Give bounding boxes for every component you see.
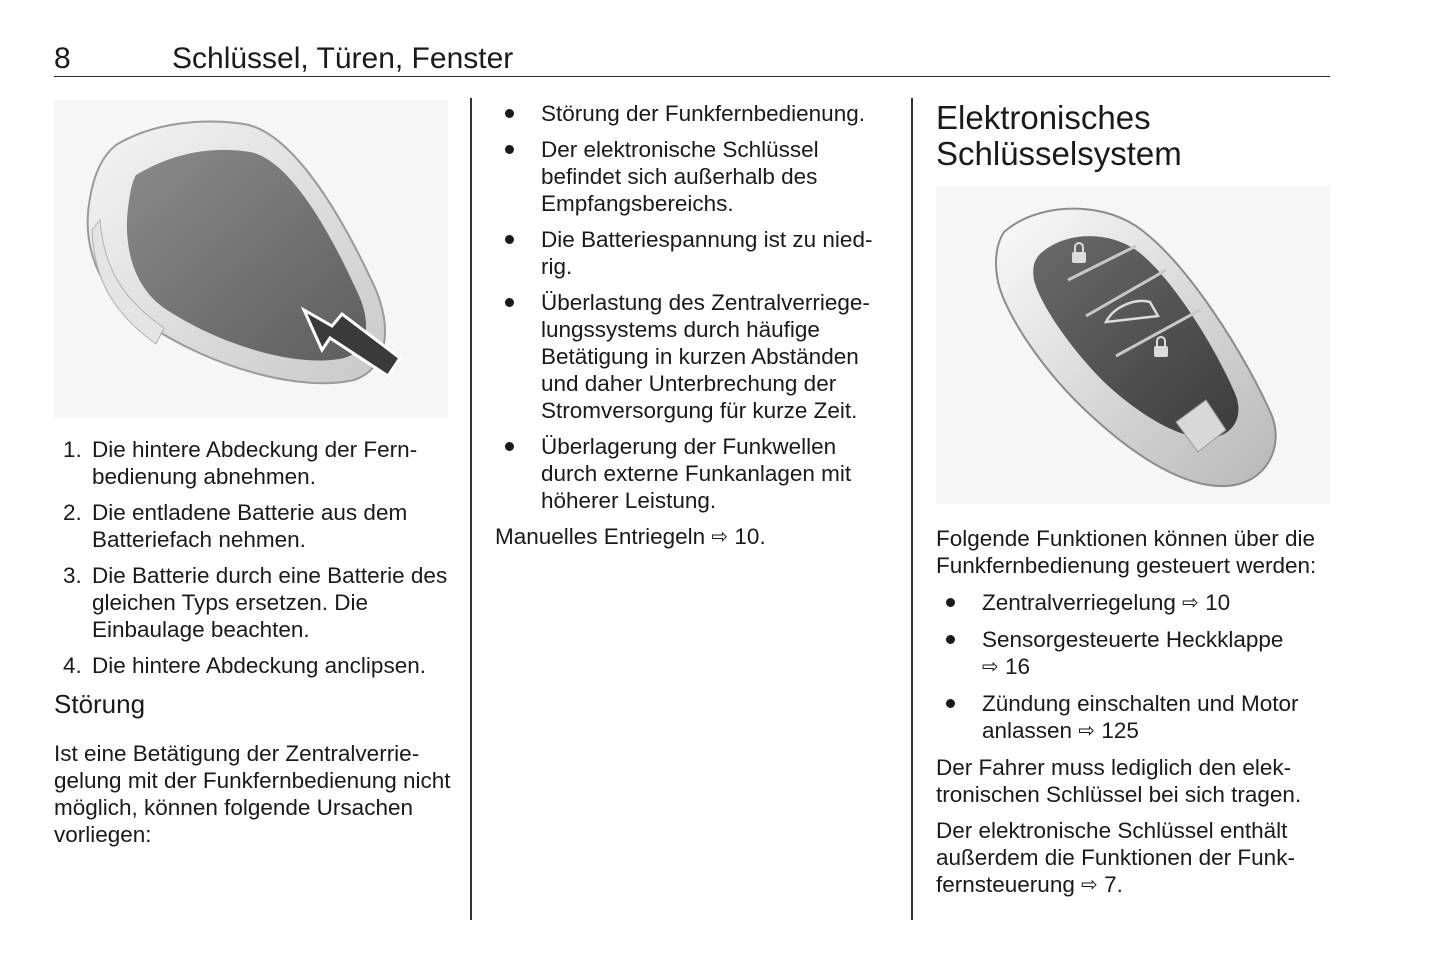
list-item [54,436,454,490]
step-number: 4. [63,653,82,678]
step-text: Die hintere Abdeckung der Fernbedienung abnehmen. [92,437,418,489]
key-fob-icon [936,186,1330,504]
list-item [936,626,1336,681]
right-column [936,100,1331,172]
section-title-line: Schlüsselsystem [936,135,1182,172]
battery-steps-list [54,436,454,679]
remote-key-back-icon [54,100,448,418]
bullet-text: Sensorgesteuerte Heckklappe [982,627,1284,652]
body-paragraph [936,817,1336,899]
bullet-text: Störung der Funkfernbedienung. [541,101,865,126]
key-battery-figure [54,100,448,418]
list-item [936,690,1336,745]
bullet-icon [505,298,514,307]
reference-page[interactable]: 16 [1005,654,1031,679]
bullet-icon [505,442,514,451]
paragraph-text: Der elektronische Schlüssel enthält außerdem die Funktionen der Funkfernsteuerung [936,818,1295,897]
list-item [495,136,895,217]
body-paragraph: Der Fahrer muss lediglich den elektronischen Schlüssel bei sich tragen. [936,755,1302,807]
bullet-icon [505,235,514,244]
bullet-text: Zentralverriegelung [982,590,1176,615]
step-text: Die entladene Batterie aus dem Batteriefach nehmen. [92,500,408,552]
reference-text: Manuelles Entriegeln [495,524,706,549]
bullet-text: Der elektronische Schlüssel befindet sich außerhalb des Empfangsbereichs. [541,137,819,216]
reference-arrow-icon: ⇨ [982,656,999,678]
right-column-body [936,525,1336,899]
bullet-text: Die Batteriespannung ist zu niedrig. [541,227,873,279]
bullet-text: Zündung einschalten und Motor anlassen [982,691,1299,743]
bullet-icon [505,109,514,118]
list-item [54,652,454,679]
reference-arrow-icon: ⇨ [711,526,729,548]
middle-column [495,100,895,551]
step-text: Die hintere Abdeckung anclipsen. [92,653,426,678]
bullet-icon [946,598,955,607]
bullet-icon [505,145,514,154]
functions-list [936,589,1336,745]
list-item [495,433,895,514]
page-number: 8 [54,42,71,75]
bullet-icon [946,635,955,644]
list-item [54,499,454,553]
intro-paragraph: Folgende Funktionen können über die Funkfernbedienung gesteuert werden: [936,526,1317,578]
bullet-text: Überlastung des Zentralverriegelungssystems durch häufige Betätigung in kurzen Abständen und daher Unterbrechung der Stromversorgung für kurze Zeit. [541,290,870,423]
reference-page[interactable]: 7. [1104,872,1123,897]
reference-page[interactable]: 10 [1205,590,1231,615]
step-number: 1. [63,437,82,462]
step-text: Die Batterie durch eine Batterie des gleichen Typs ersetzen. Die Einbaulage beachten. [92,563,448,642]
reference-page[interactable]: 125 [1101,718,1139,743]
reference-arrow-icon: ⇨ [1182,592,1199,614]
manual-unlock-reference[interactable] [495,523,895,551]
column-divider-left [470,98,472,920]
bullet-icon [946,699,955,708]
section-subheading: Störung [54,689,146,719]
fault-causes-list [495,100,895,514]
list-item [54,562,454,643]
reference-arrow-icon: ⇨ [1078,720,1096,742]
reference-arrow-icon: ⇨ [1081,874,1098,896]
step-number: 2. [63,500,82,525]
step-number: 3. [63,563,82,588]
reference-page: 10. [734,524,766,549]
left-column [54,436,454,848]
list-item [936,589,1336,617]
section-title-line: Elektronisches [936,99,1151,136]
list-item [495,100,895,127]
list-item [495,289,895,424]
section-title [936,100,1331,172]
page-header [54,40,1330,77]
column-divider-right [911,98,913,920]
bullet-text: Überlagerung der Funkwellen durch externe Funkanlagen mit höherer Leistung. [541,434,852,513]
body-paragraph: Ist eine Betätigung der Zentralverriegelung mit der Funkfernbedienung nicht möglich, können folgende Ursachen vorliegen: [54,741,451,847]
key-fob-figure [936,186,1330,504]
list-item [495,226,895,280]
chapter-title: Schlüssel, Türen, Fenster [172,42,514,75]
